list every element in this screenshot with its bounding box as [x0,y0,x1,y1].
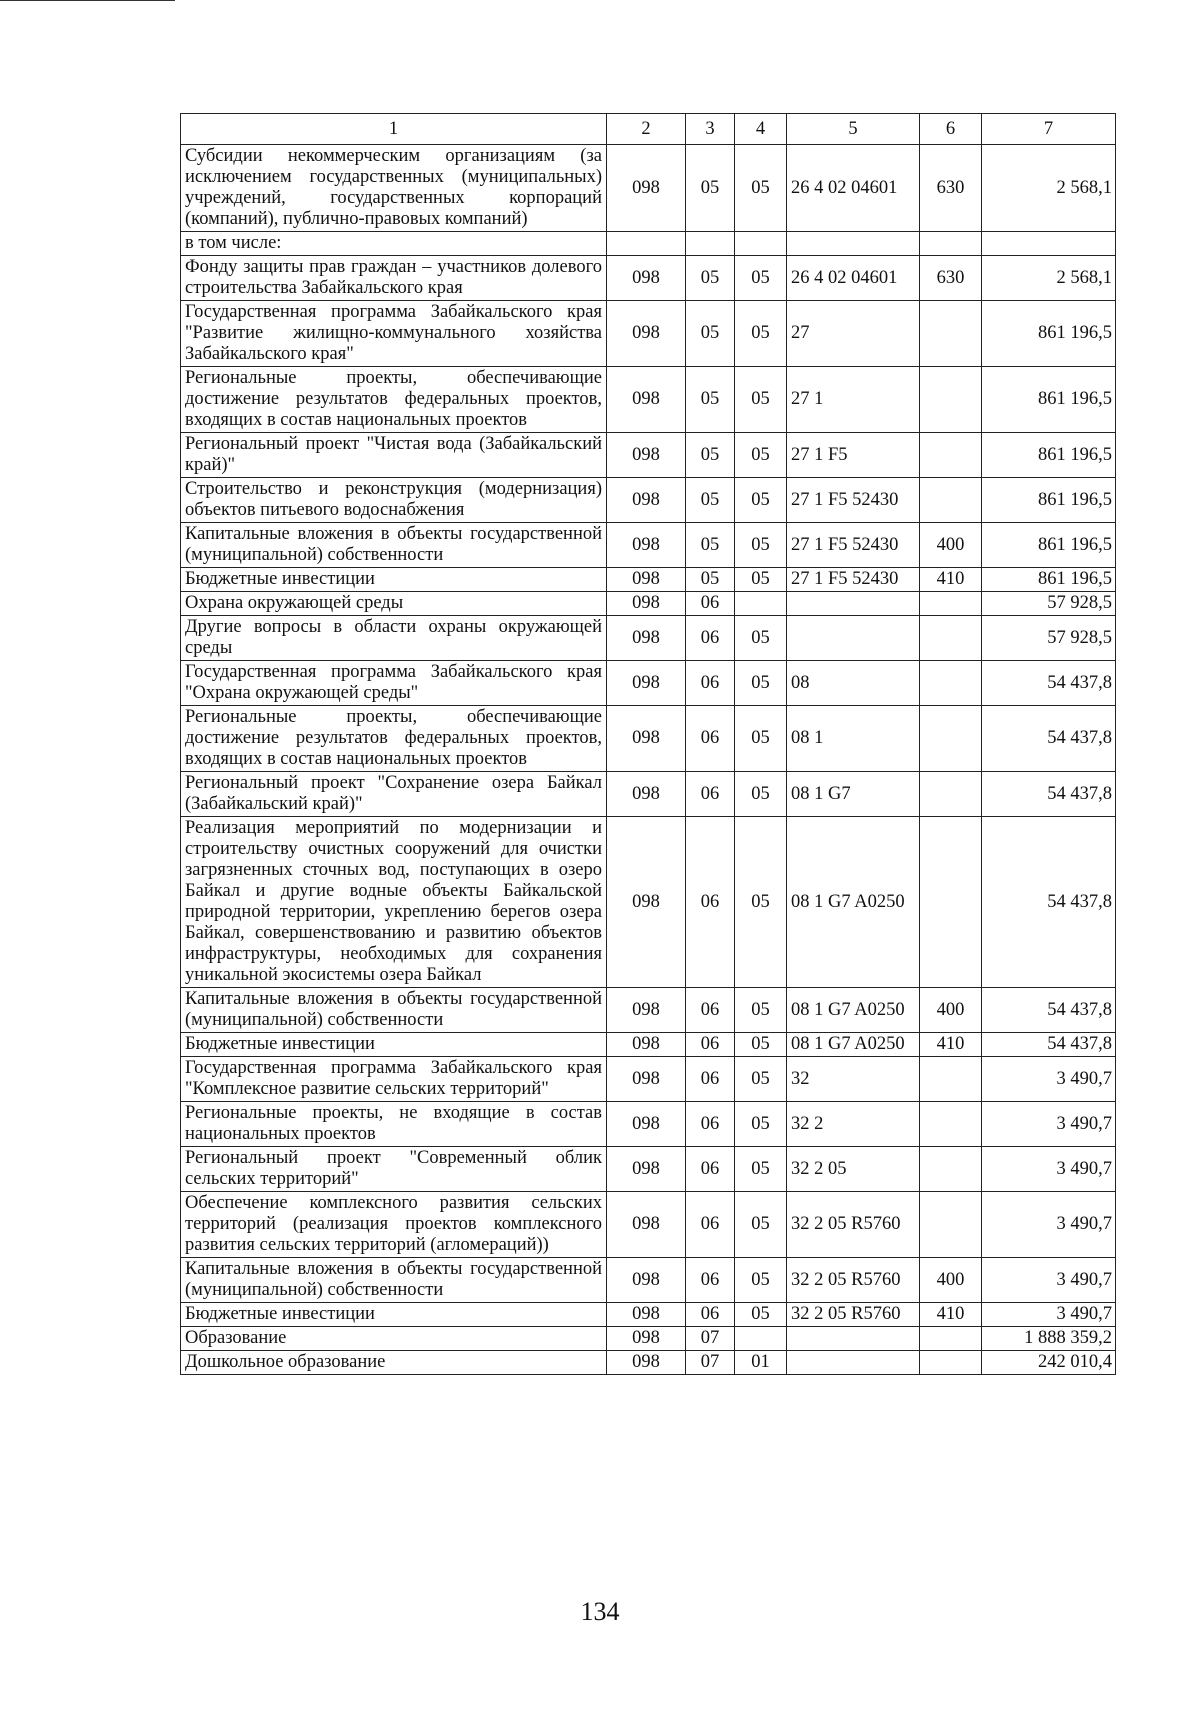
subsection-code: 05 [735,988,787,1033]
table-row [181,616,1116,661]
amount: 242 010,4 [982,1351,1116,1375]
section-code [686,232,735,256]
department-code: 098 [607,1057,686,1102]
table-row [181,1351,1116,1375]
section-code: 05 [686,301,735,367]
column-number-6: 6 [920,114,982,145]
department-code: 098 [607,1258,686,1303]
subsection-code: 05 [735,1258,787,1303]
expense-type-code [920,478,982,523]
amount: 3 490,7 [982,1192,1116,1258]
department-code: 098 [607,817,686,988]
item-name: Обеспечение комплексного развития сельских территорий (реализация проектов комплексного развития сельских территорий (агломераций)) [181,1192,607,1258]
subsection-code: 05 [735,817,787,988]
expense-type-code [920,301,982,367]
department-code: 098 [607,145,686,232]
table-row [181,367,1116,433]
amount: 54 437,8 [982,772,1116,817]
department-code: 098 [607,433,686,478]
amount: 861 196,5 [982,433,1116,478]
item-name: Реализация мероприятий по модернизации и строительству очистных сооружений для очистки загрязненных сточных вод, поступающих в озеро Байкал и другие водные объекты Байкальской природной территории, укреплению берегов озера Байкал, совершенствованию и развитию объектов инфраструктуры, необходимых для сохранения уникальной экосистемы озера Байкал [181,817,607,988]
target-article-code: 32 2 05 [787,1147,920,1192]
top-rule [0,0,175,1]
target-article-code: 08 1 G7 A0250 [787,817,920,988]
subsection-code: 05 [735,478,787,523]
section-code: 06 [686,988,735,1033]
subsection-code: 05 [735,1303,787,1327]
target-article-code: 27 [787,301,920,367]
department-code: 098 [607,706,686,772]
subsection-code: 05 [735,301,787,367]
item-name: в том числе: [181,232,607,256]
section-code: 05 [686,523,735,568]
item-name: Бюджетные инвестиции [181,1303,607,1327]
section-code: 06 [686,706,735,772]
table-row [181,232,1116,256]
amount: 57 928,5 [982,616,1116,661]
item-name: Государственная программа Забайкальского края "Развитие жилищно-коммунального хозяйства Забайкальского края" [181,301,607,367]
amount: 861 196,5 [982,523,1116,568]
table-row [181,1147,1116,1192]
subsection-code: 05 [735,1147,787,1192]
department-code: 098 [607,478,686,523]
section-code: 06 [686,772,735,817]
department-code: 098 [607,1033,686,1057]
amount: 3 490,7 [982,1147,1116,1192]
item-name: Региональный проект "Чистая вода (Забайкальский край)" [181,433,607,478]
section-code: 06 [686,1303,735,1327]
department-code: 098 [607,1351,686,1375]
table-row [181,568,1116,592]
table-row [181,433,1116,478]
section-code: 07 [686,1351,735,1375]
section-code: 06 [686,1147,735,1192]
section-code: 06 [686,817,735,988]
section-code: 06 [686,1033,735,1057]
target-article-code [787,232,920,256]
subsection-code [735,232,787,256]
expense-type-code: 400 [920,1258,982,1303]
amount: 54 437,8 [982,988,1116,1033]
section-code: 06 [686,1192,735,1258]
expense-type-code: 400 [920,523,982,568]
department-code: 098 [607,1192,686,1258]
target-article-code: 32 2 [787,1102,920,1147]
item-name: Региональный проект "Современный облик сельских территорий" [181,1147,607,1192]
amount: 3 490,7 [982,1102,1116,1147]
expense-type-code: 410 [920,1303,982,1327]
subsection-code: 05 [735,1102,787,1147]
column-number-1: 1 [181,114,607,145]
table-row [181,1303,1116,1327]
page-number: 134 [580,1597,620,1626]
table-row [181,256,1116,301]
section-code: 05 [686,367,735,433]
item-name: Другие вопросы в области охраны окружающей среды [181,616,607,661]
target-article-code: 32 2 05 R5760 [787,1192,920,1258]
table-row [181,1192,1116,1258]
expense-type-code [920,706,982,772]
amount: 3 490,7 [982,1057,1116,1102]
subsection-code: 05 [735,1057,787,1102]
subsection-code: 05 [735,145,787,232]
section-code: 05 [686,568,735,592]
expense-type-code: 630 [920,145,982,232]
item-name: Региональные проекты, не входящие в состав национальных проектов [181,1102,607,1147]
column-number-row [181,114,1116,145]
department-code: 098 [607,1303,686,1327]
target-article-code [787,616,920,661]
subsection-code: 05 [735,661,787,706]
table-row [181,1033,1116,1057]
subsection-code [735,1327,787,1351]
expense-type-code [920,1147,982,1192]
subsection-code: 05 [735,256,787,301]
table-row [181,661,1116,706]
section-code: 06 [686,592,735,616]
expense-type-code [920,1057,982,1102]
target-article-code [787,1327,920,1351]
amount: 861 196,5 [982,367,1116,433]
department-code: 098 [607,616,686,661]
amount: 54 437,8 [982,817,1116,988]
expense-type-code [920,433,982,478]
target-article-code: 08 1 [787,706,920,772]
column-number-5: 5 [787,114,920,145]
amount: 54 437,8 [982,661,1116,706]
section-code: 06 [686,1057,735,1102]
subsection-code: 05 [735,772,787,817]
table-row [181,817,1116,988]
target-article-code: 27 1 F5 52430 [787,568,920,592]
section-code: 06 [686,661,735,706]
target-article-code: 08 [787,661,920,706]
item-name: Государственная программа Забайкальского края "Охрана окружающей среды" [181,661,607,706]
subsection-code: 05 [735,367,787,433]
department-code: 098 [607,301,686,367]
column-number-2: 2 [607,114,686,145]
expense-type-code [920,1102,982,1147]
target-article-code: 08 1 G7 A0250 [787,1033,920,1057]
amount [982,232,1116,256]
section-code: 06 [686,1258,735,1303]
table-row [181,1258,1116,1303]
department-code: 098 [607,661,686,706]
section-code: 05 [686,433,735,478]
expense-type-code [920,1192,982,1258]
column-number-7: 7 [982,114,1116,145]
expense-type-code [920,367,982,433]
expense-type-code [920,592,982,616]
subsection-code: 05 [735,568,787,592]
target-article-code: 08 1 G7 [787,772,920,817]
item-name: Государственная программа Забайкальского края "Комплексное развитие сельских территорий" [181,1057,607,1102]
expense-type-code [920,232,982,256]
section-code: 05 [686,478,735,523]
expense-type-code: 630 [920,256,982,301]
table-row [181,592,1116,616]
department-code: 098 [607,256,686,301]
target-article-code: 26 4 02 04601 [787,256,920,301]
amount: 57 928,5 [982,592,1116,616]
expense-type-code [920,772,982,817]
target-article-code: 08 1 G7 A0250 [787,988,920,1033]
section-code: 05 [686,256,735,301]
section-code: 06 [686,616,735,661]
amount: 54 437,8 [982,1033,1116,1057]
amount: 861 196,5 [982,478,1116,523]
subsection-code: 05 [735,706,787,772]
item-name: Фонду защиты прав граждан – участников долевого строительства Забайкальского края [181,256,607,301]
subsection-code: 05 [735,1033,787,1057]
target-article-code: 27 1 F5 [787,433,920,478]
table-row [181,301,1116,367]
section-code: 05 [686,145,735,232]
subsection-code: 05 [735,616,787,661]
table-row [181,145,1116,232]
department-code: 098 [607,772,686,817]
item-name: Субсидии некоммерческим организациям (за исключением государственных (муниципальных) учреждений, государственных корпораций (компаний), публично-правовых компаний) [181,145,607,232]
department-code: 098 [607,568,686,592]
subsection-code [735,592,787,616]
subsection-code: 05 [735,433,787,478]
item-name: Капитальные вложения в объекты государственной (муниципальной) собственности [181,988,607,1033]
amount: 861 196,5 [982,301,1116,367]
target-article-code: 32 2 05 R5760 [787,1303,920,1327]
expense-type-code: 410 [920,1033,982,1057]
amount: 861 196,5 [982,568,1116,592]
column-number-4: 4 [735,114,787,145]
expense-type-code [920,661,982,706]
column-number-3: 3 [686,114,735,145]
expense-type-code [920,817,982,988]
department-code: 098 [607,367,686,433]
item-name: Образование [181,1327,607,1351]
item-name: Капитальные вложения в объекты государственной (муниципальной) собственности [181,1258,607,1303]
department-code: 098 [607,1147,686,1192]
expense-type-code: 410 [920,568,982,592]
item-name: Капитальные вложения в объекты государственной (муниципальной) собственности [181,523,607,568]
item-name: Региональные проекты, обеспечивающие достижение результатов федеральных проектов, входящих в состав национальных проектов [181,706,607,772]
table-row [181,478,1116,523]
department-code: 098 [607,523,686,568]
item-name: Строительство и реконструкция (модернизация) объектов питьевого водоснабжения [181,478,607,523]
target-article-code: 32 2 05 R5760 [787,1258,920,1303]
expense-type-code: 400 [920,988,982,1033]
subsection-code: 05 [735,1192,787,1258]
expense-type-code [920,616,982,661]
department-code: 098 [607,592,686,616]
amount: 3 490,7 [982,1303,1116,1327]
item-name: Бюджетные инвестиции [181,1033,607,1057]
table-row [181,1102,1116,1147]
subsection-code: 01 [735,1351,787,1375]
target-article-code [787,592,920,616]
section-code: 07 [686,1327,735,1351]
target-article-code [787,1351,920,1375]
amount: 2 568,1 [982,256,1116,301]
target-article-code: 27 1 F5 52430 [787,523,920,568]
item-name: Охрана окружающей среды [181,592,607,616]
department-code [607,232,686,256]
department-code: 098 [607,1327,686,1351]
item-name: Региональный проект "Сохранение озера Байкал (Забайкальский край)" [181,772,607,817]
target-article-code: 27 1 [787,367,920,433]
target-article-code: 26 4 02 04601 [787,145,920,232]
table-body [181,145,1116,1375]
amount: 54 437,8 [982,706,1116,772]
table-row [181,1057,1116,1102]
amount: 1 888 359,2 [982,1327,1116,1351]
expense-type-code [920,1327,982,1351]
budget-table [180,113,1116,1375]
table-row [181,988,1116,1033]
section-code: 06 [686,1102,735,1147]
item-name: Региональные проекты, обеспечивающие достижение результатов федеральных проектов, входящих в состав национальных проектов [181,367,607,433]
department-code: 098 [607,988,686,1033]
amount: 2 568,1 [982,145,1116,232]
table-row [181,523,1116,568]
item-name: Дошкольное образование [181,1351,607,1375]
subsection-code: 05 [735,523,787,568]
target-article-code: 27 1 F5 52430 [787,478,920,523]
amount: 3 490,7 [982,1258,1116,1303]
target-article-code: 32 [787,1057,920,1102]
item-name: Бюджетные инвестиции [181,568,607,592]
table-row [181,706,1116,772]
department-code: 098 [607,1102,686,1147]
table-row [181,1327,1116,1351]
expense-type-code [920,1351,982,1375]
table-row [181,772,1116,817]
